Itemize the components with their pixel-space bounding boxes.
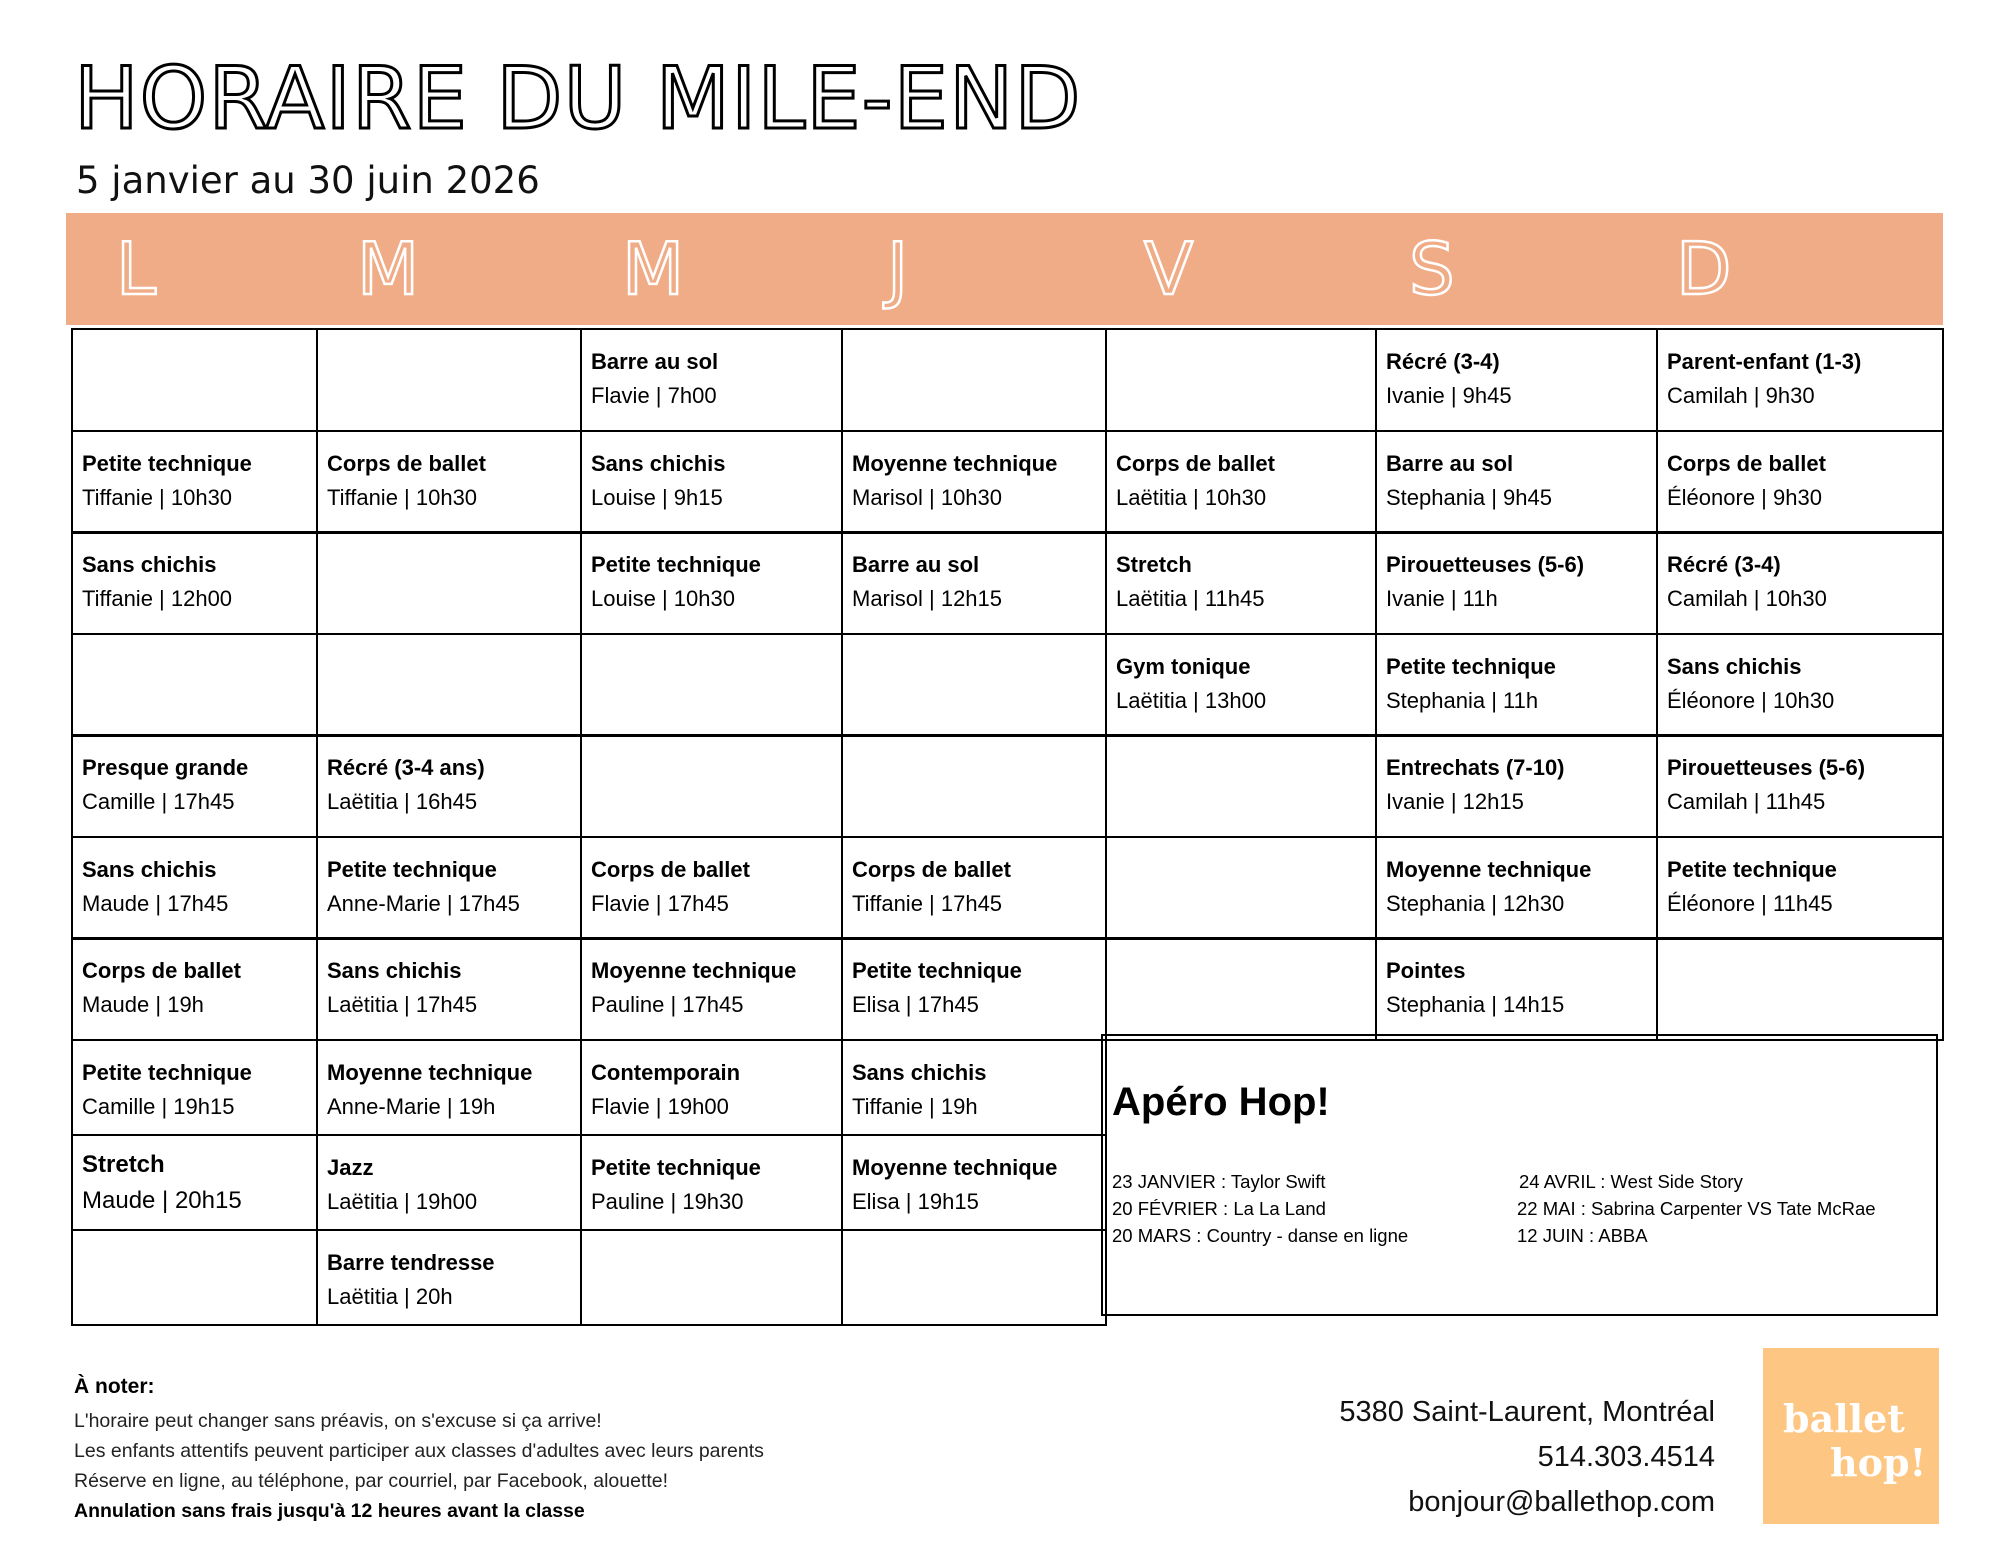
class-teacher-time: Tiffanie | 10h30 (82, 485, 233, 510)
schedule-cell (841, 836, 1107, 940)
class-teacher-time: Marisol | 10h30 (852, 485, 1003, 510)
class-teacher-time: Camilah | 10h30 (1667, 586, 1827, 611)
class-teacher-time: Pauline | 19h30 (591, 1189, 744, 1214)
note-line: L'horaire peut changer sans préavis, on s'excuse si ça arrive! (74, 1410, 602, 1432)
schedule-cell (580, 531, 843, 635)
day-letter-lundi: L (116, 227, 157, 311)
class-name: Sans chichis (82, 857, 217, 882)
schedule-cell (71, 836, 318, 940)
class-name: Moyenne technique (327, 1060, 533, 1085)
class-teacher-time: Anne-Marie | 17h45 (327, 891, 520, 916)
class-teacher-time: Maude | 17h45 (82, 891, 229, 916)
day-letter-samedi: S (1409, 227, 1455, 311)
class-name: Récré (3-4 ans) (327, 755, 485, 780)
contact-block (1339, 1390, 1715, 1525)
schedule-cell (71, 531, 318, 635)
schedule-cell (1656, 734, 1944, 838)
schedule-cell (1105, 430, 1377, 534)
schedule-cell (316, 531, 582, 635)
class-name: Barre au sol (591, 349, 719, 374)
note-line-cancellation: Annulation sans frais jusqu'à 12 heures avant la classe (74, 1500, 585, 1522)
class-name: Contemporain (591, 1060, 741, 1085)
class-name: Sans chichis (852, 1060, 987, 1085)
schedule-cell (316, 836, 582, 940)
schedule-cell (1656, 633, 1944, 737)
schedule-cell (841, 1229, 1107, 1326)
day-letter-mercredi: M (622, 227, 685, 311)
apero-event: 23 JANVIER : Taylor Swift (1112, 1171, 1326, 1192)
class-name: Petite technique (1386, 654, 1556, 679)
class-name: Pirouetteuses (5-6) (1667, 755, 1866, 780)
class-name: Parent-enfant (1-3) (1667, 349, 1862, 374)
class-teacher-time: Marisol | 12h15 (852, 586, 1003, 611)
phone-number[interactable]: 514.303.4514 (1537, 1441, 1715, 1473)
class-name: Récré (3-4) (1386, 349, 1500, 374)
class-name: Gym tonique (1116, 654, 1251, 679)
class-teacher-time: Anne-Marie | 19h (327, 1094, 496, 1119)
schedule-cell (316, 430, 582, 534)
class-teacher-time: Stephania | 9h45 (1386, 485, 1552, 510)
class-name: Petite technique (82, 1060, 252, 1085)
schedule-cell (841, 531, 1107, 635)
class-teacher-time: Laëtitia | 20h (327, 1284, 453, 1309)
class-name: Corps de ballet (327, 451, 486, 476)
class-teacher-time: Camille | 19h15 (82, 1094, 235, 1119)
apero-event: 12 JUIN : ABBA (1517, 1225, 1648, 1246)
class-name: Barre au sol (852, 552, 980, 577)
schedule-cell (1375, 328, 1658, 432)
class-teacher-time: Ivanie | 12h15 (1386, 789, 1524, 814)
class-teacher-time: Tiffanie | 17h45 (852, 891, 1003, 916)
class-teacher-time: Tiffanie | 10h30 (327, 485, 478, 510)
class-teacher-time: Laëtitia | 16h45 (327, 789, 478, 814)
day-header-band (66, 213, 1943, 325)
schedule-cell (71, 328, 318, 432)
schedule-cell (316, 937, 582, 1041)
class-name: Petite technique (852, 958, 1022, 983)
class-teacher-time: Laëtitia | 11h45 (1116, 586, 1265, 611)
ballet-hop-logo (1763, 1348, 1939, 1524)
schedule-cell (1105, 734, 1377, 838)
class-teacher-time: Éléonore | 10h30 (1667, 688, 1835, 713)
schedule-cell (71, 937, 318, 1041)
schedule-cell (71, 1229, 318, 1326)
schedule-cell (580, 328, 843, 432)
class-name: Corps de ballet (1116, 451, 1275, 476)
logo-text-line2: hop! (1830, 1440, 1927, 1485)
schedule-cell (1105, 328, 1377, 432)
schedule-cell (1105, 531, 1377, 635)
schedule-cell (316, 734, 582, 838)
schedule-cell (580, 836, 843, 940)
page-title: HORAIRE DU MILE-END (74, 49, 1082, 149)
class-teacher-time: Camille | 17h45 (82, 789, 235, 814)
class-name: Stretch (1116, 552, 1192, 577)
schedule-cell (71, 633, 318, 737)
class-name: Récré (3-4) (1667, 552, 1781, 577)
class-name: Corps de ballet (1667, 451, 1826, 476)
class-name: Corps de ballet (82, 958, 241, 983)
apero-event: 20 MARS : Country - danse en ligne (1112, 1225, 1409, 1246)
schedule-cell (316, 633, 582, 737)
schedule-cell (1656, 836, 1944, 940)
class-teacher-time: Louise | 9h15 (591, 485, 723, 510)
schedule-cell (316, 1134, 582, 1231)
day-letter-mardi: M (357, 227, 420, 311)
class-name: Corps de ballet (591, 857, 750, 882)
email-address[interactable]: bonjour@ballethop.com (1408, 1486, 1715, 1518)
schedule-cell (841, 1039, 1107, 1136)
class-name: Petite technique (591, 1155, 761, 1180)
schedule-cell (580, 734, 843, 838)
note-line: Réserve en ligne, au téléphone, par courriel, par Facebook, alouette! (74, 1470, 669, 1492)
schedule-cell (1375, 734, 1658, 838)
day-letter-jeudi: J (887, 227, 909, 311)
class-teacher-time: Stephania | 12h30 (1386, 891, 1565, 916)
schedule-cell (316, 1229, 582, 1326)
class-teacher-time: Louise | 10h30 (591, 586, 735, 611)
class-name: Moyenne technique (852, 451, 1058, 476)
class-teacher-time: Elisa | 17h45 (852, 992, 979, 1017)
schedule-cell (1656, 430, 1944, 534)
class-name: Barre au sol (1386, 451, 1514, 476)
schedule-cell (1105, 937, 1377, 1041)
schedule-cell (580, 1229, 843, 1326)
class-name: Stretch (82, 1151, 165, 1178)
class-name: Sans chichis (82, 552, 217, 577)
class-name: Petite technique (82, 451, 252, 476)
class-name: Sans chichis (327, 958, 462, 983)
schedule-cell (841, 430, 1107, 534)
schedule-cell (71, 1039, 318, 1136)
schedule-cell (1375, 937, 1658, 1041)
apero-event: 20 FÉVRIER : La La Land (1112, 1198, 1326, 1219)
class-name: Corps de ballet (852, 857, 1011, 882)
logo-text-line1: ballet (1783, 1396, 1905, 1441)
schedule-cell (316, 1039, 582, 1136)
schedule-cell (1375, 531, 1658, 635)
class-teacher-time: Laëtitia | 13h00 (1116, 688, 1267, 713)
class-name: Barre tendresse (327, 1250, 495, 1275)
class-teacher-time: Stephania | 11h (1386, 688, 1539, 713)
class-teacher-time: Camilah | 9h30 (1667, 383, 1815, 408)
notes-list (74, 1406, 764, 1526)
day-letter-dimanche: D (1676, 227, 1732, 311)
schedule-cell (580, 1134, 843, 1231)
class-name: Sans chichis (1667, 654, 1802, 679)
apero-events-left (1112, 1168, 1408, 1249)
class-name: Petite technique (1667, 857, 1837, 882)
schedule-cell (316, 328, 582, 432)
schedule-cell (71, 430, 318, 534)
class-name: Sans chichis (591, 451, 726, 476)
class-teacher-time: Maude | 20h15 (82, 1187, 242, 1214)
apero-title: Apéro Hop! (1112, 1080, 1330, 1124)
class-teacher-time: Laëtitia | 17h45 (327, 992, 478, 1017)
class-teacher-time: Flavie | 19h00 (591, 1094, 729, 1119)
schedule-cell (841, 633, 1107, 737)
schedule-cell (1105, 836, 1377, 940)
class-name: Moyenne technique (591, 958, 797, 983)
schedule-cell (1656, 328, 1944, 432)
schedule-cell (841, 1134, 1107, 1231)
class-teacher-time: Camilah | 11h45 (1667, 789, 1826, 814)
apero-event: 24 AVRIL : West Side Story (1519, 1171, 1743, 1192)
class-teacher-time: Pauline | 17h45 (591, 992, 744, 1017)
schedule-cell (580, 937, 843, 1041)
class-teacher-time: Laëtitia | 19h00 (327, 1189, 478, 1214)
class-name: Moyenne technique (1386, 857, 1592, 882)
day-letter-vendredi: V (1144, 227, 1194, 311)
class-teacher-time: Stephania | 14h15 (1386, 992, 1565, 1017)
class-name: Petite technique (591, 552, 761, 577)
apero-event: 22 MAI : Sabrina Carpenter VS Tate McRae (1517, 1198, 1876, 1219)
schedule-cell (1375, 836, 1658, 940)
class-teacher-time: Laëtitia | 10h30 (1116, 485, 1267, 510)
schedule-cell (1375, 430, 1658, 534)
class-teacher-time: Flavie | 17h45 (591, 891, 729, 916)
class-name: Pirouetteuses (5-6) (1386, 552, 1585, 577)
class-teacher-time: Tiffanie | 19h (852, 1094, 978, 1119)
class-teacher-time: Tiffanie | 12h00 (82, 586, 233, 611)
date-range: 5 janvier au 30 juin 2026 (76, 159, 540, 202)
schedule-cell (841, 328, 1107, 432)
schedule-cell (71, 1134, 318, 1231)
class-teacher-time: Elisa | 19h15 (852, 1189, 979, 1214)
class-teacher-time: Ivanie | 9h45 (1386, 383, 1512, 408)
address: 5380 Saint-Laurent, Montréal (1339, 1396, 1715, 1428)
class-name: Petite technique (327, 857, 497, 882)
class-name: Moyenne technique (852, 1155, 1058, 1180)
class-name: Jazz (327, 1155, 374, 1180)
schedule-cell (71, 734, 318, 838)
schedule-cell (841, 937, 1107, 1041)
schedule-cell (1656, 531, 1944, 635)
schedule-cell (1375, 633, 1658, 737)
class-name: Presque grande (82, 755, 249, 780)
schedule-cell (1105, 633, 1377, 737)
class-teacher-time: Maude | 19h (82, 992, 204, 1017)
schedule-cell (580, 430, 843, 534)
class-name: Pointes (1386, 958, 1466, 983)
class-teacher-time: Flavie | 7h00 (591, 383, 717, 408)
note-line: Les enfants attentifs peuvent participer aux classes d'adultes avec leurs parents (74, 1440, 764, 1462)
apero-events-right (1517, 1168, 1876, 1249)
class-teacher-time: Ivanie | 11h (1386, 586, 1498, 611)
class-teacher-time: Éléonore | 9h30 (1667, 485, 1822, 510)
apero-hop-box (1101, 1034, 1938, 1316)
schedule-cell (1656, 937, 1944, 1041)
class-name: Entrechats (7-10) (1386, 755, 1565, 780)
schedule-cell (580, 633, 843, 737)
notes-title: À noter: (74, 1375, 155, 1398)
class-teacher-time: Éléonore | 11h45 (1667, 891, 1833, 916)
schedule-cell (841, 734, 1107, 838)
schedule-cell (580, 1039, 843, 1136)
